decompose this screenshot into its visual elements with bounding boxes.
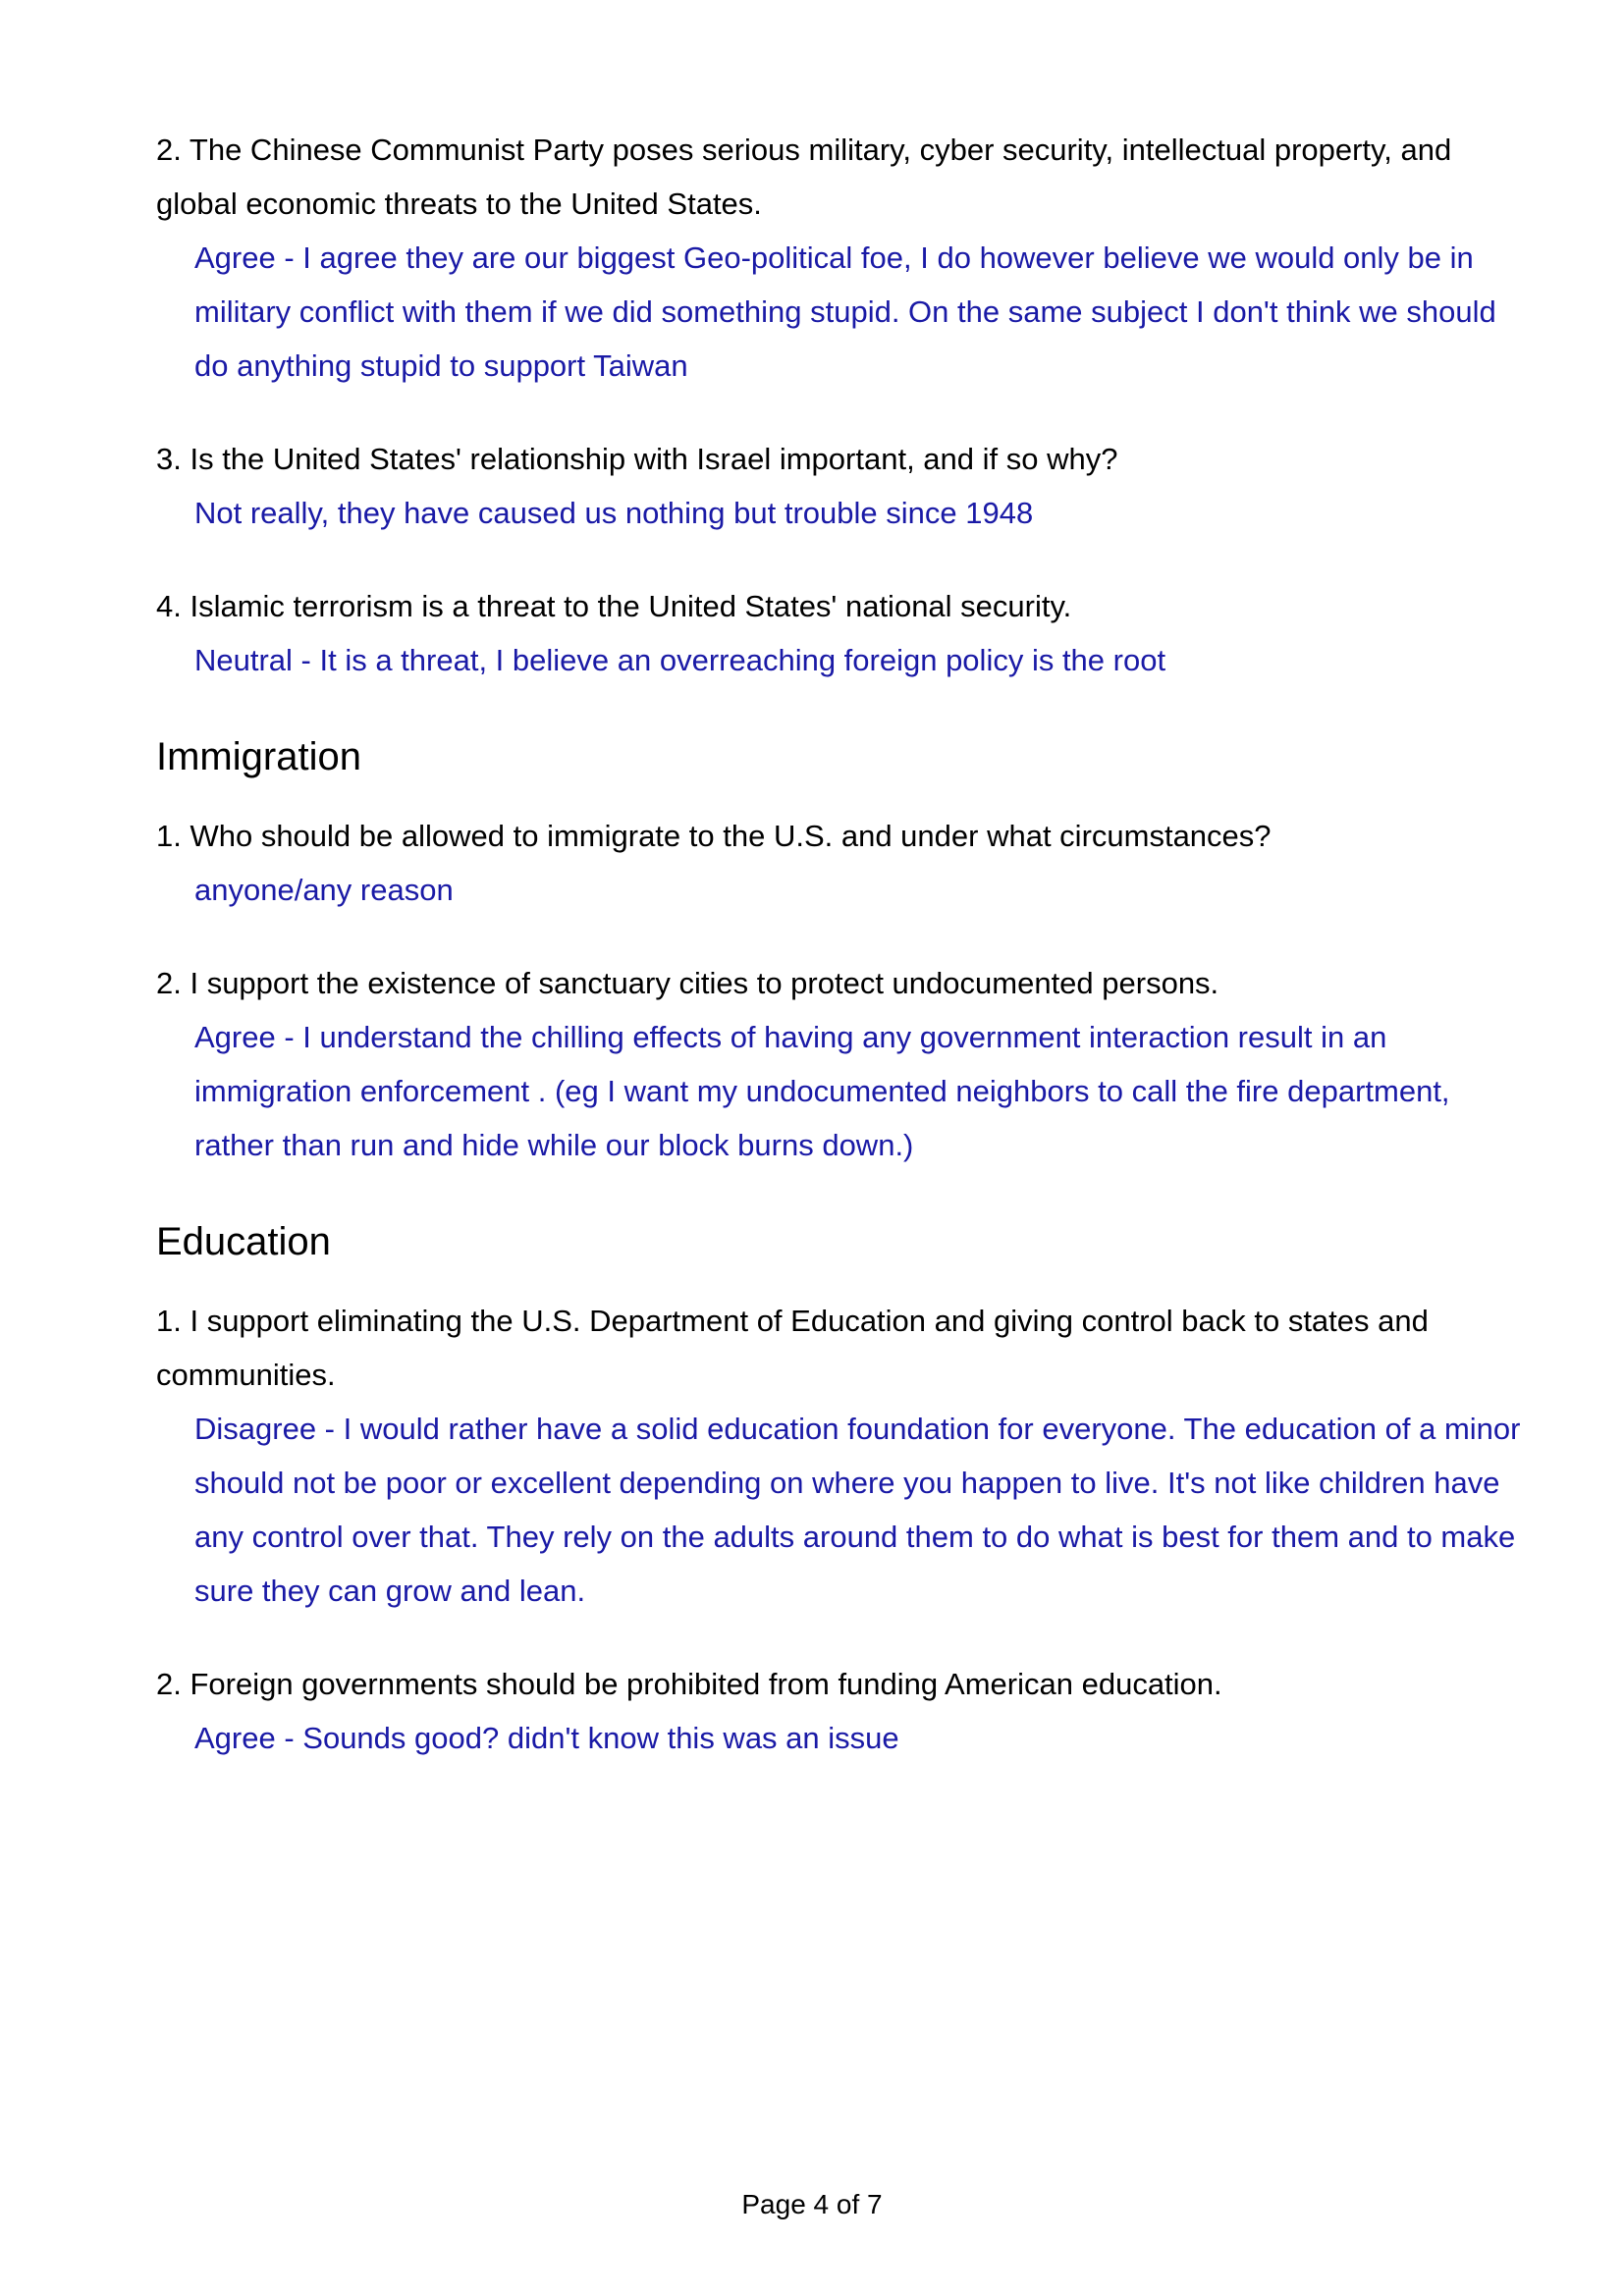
section-education [156,1215,1531,1765]
question-text: 2. The Chinese Communist Party poses serious military, cyber security, intellectual property, and global economic threats to the United States. [156,133,1452,221]
answer-text: Neutral - It is a threat, I believe an overreaching foreign policy is the root [194,643,1166,677]
question-item [156,1657,1531,1765]
answer-text: Disagree - I would rather have a solid education foundation for everyone. The education of a minor should not be poor or excellent depending on where you happen to live. It's not like children have any control over that. They rely on the adults around them to do what is best for them and to make sure they can grow and lean. [194,1412,1521,1608]
question-item [156,809,1531,917]
question-text: 4. Islamic terrorism is a threat to the United States' national security. [156,589,1072,623]
question-text: 1. I support eliminating the U.S. Department of Education and giving control back to states and communities. [156,1304,1429,1392]
answer-text: Agree - I agree they are our biggest Geo-political foe, I do however believe we would only be in military conflict with them if we did something stupid. On the same subject I don't think we should do anything stupid to support Taiwan [194,240,1496,383]
question-item [156,956,1531,1172]
question-text: 1. Who should be allowed to immigrate to the U.S. and under what circumstances? [156,819,1272,853]
answer-text: Agree - Sounds good? didn't know this was an issue [194,1721,899,1755]
question-item [156,579,1531,687]
document-content [156,123,1531,1804]
section-heading: Education [156,1220,331,1263]
answer-text: Agree - I understand the chilling effects of having any government interaction result in an immigration enforcement . (eg I want my undocumented neighbors to call the fire department, rather than run and hide while our block burns down.) [194,1020,1450,1162]
section-heading: Immigration [156,735,361,778]
question-text: 2. Foreign governments should be prohibited from funding American education. [156,1667,1222,1701]
question-item [156,1294,1531,1618]
question-item [156,432,1531,540]
section-immigration [156,730,1531,1172]
page-number: Page 4 of 7 [741,2189,883,2219]
question-text: 3. Is the United States' relationship with Israel important, and if so why? [156,442,1118,476]
section-foreign-policy [156,123,1531,687]
answer-text: anyone/any reason [194,873,454,907]
question-text: 2. I support the existence of sanctuary cities to protect undocumented persons. [156,966,1219,1000]
question-item [156,123,1531,393]
answer-text: Not really, they have caused us nothing but trouble since 1948 [194,496,1034,530]
